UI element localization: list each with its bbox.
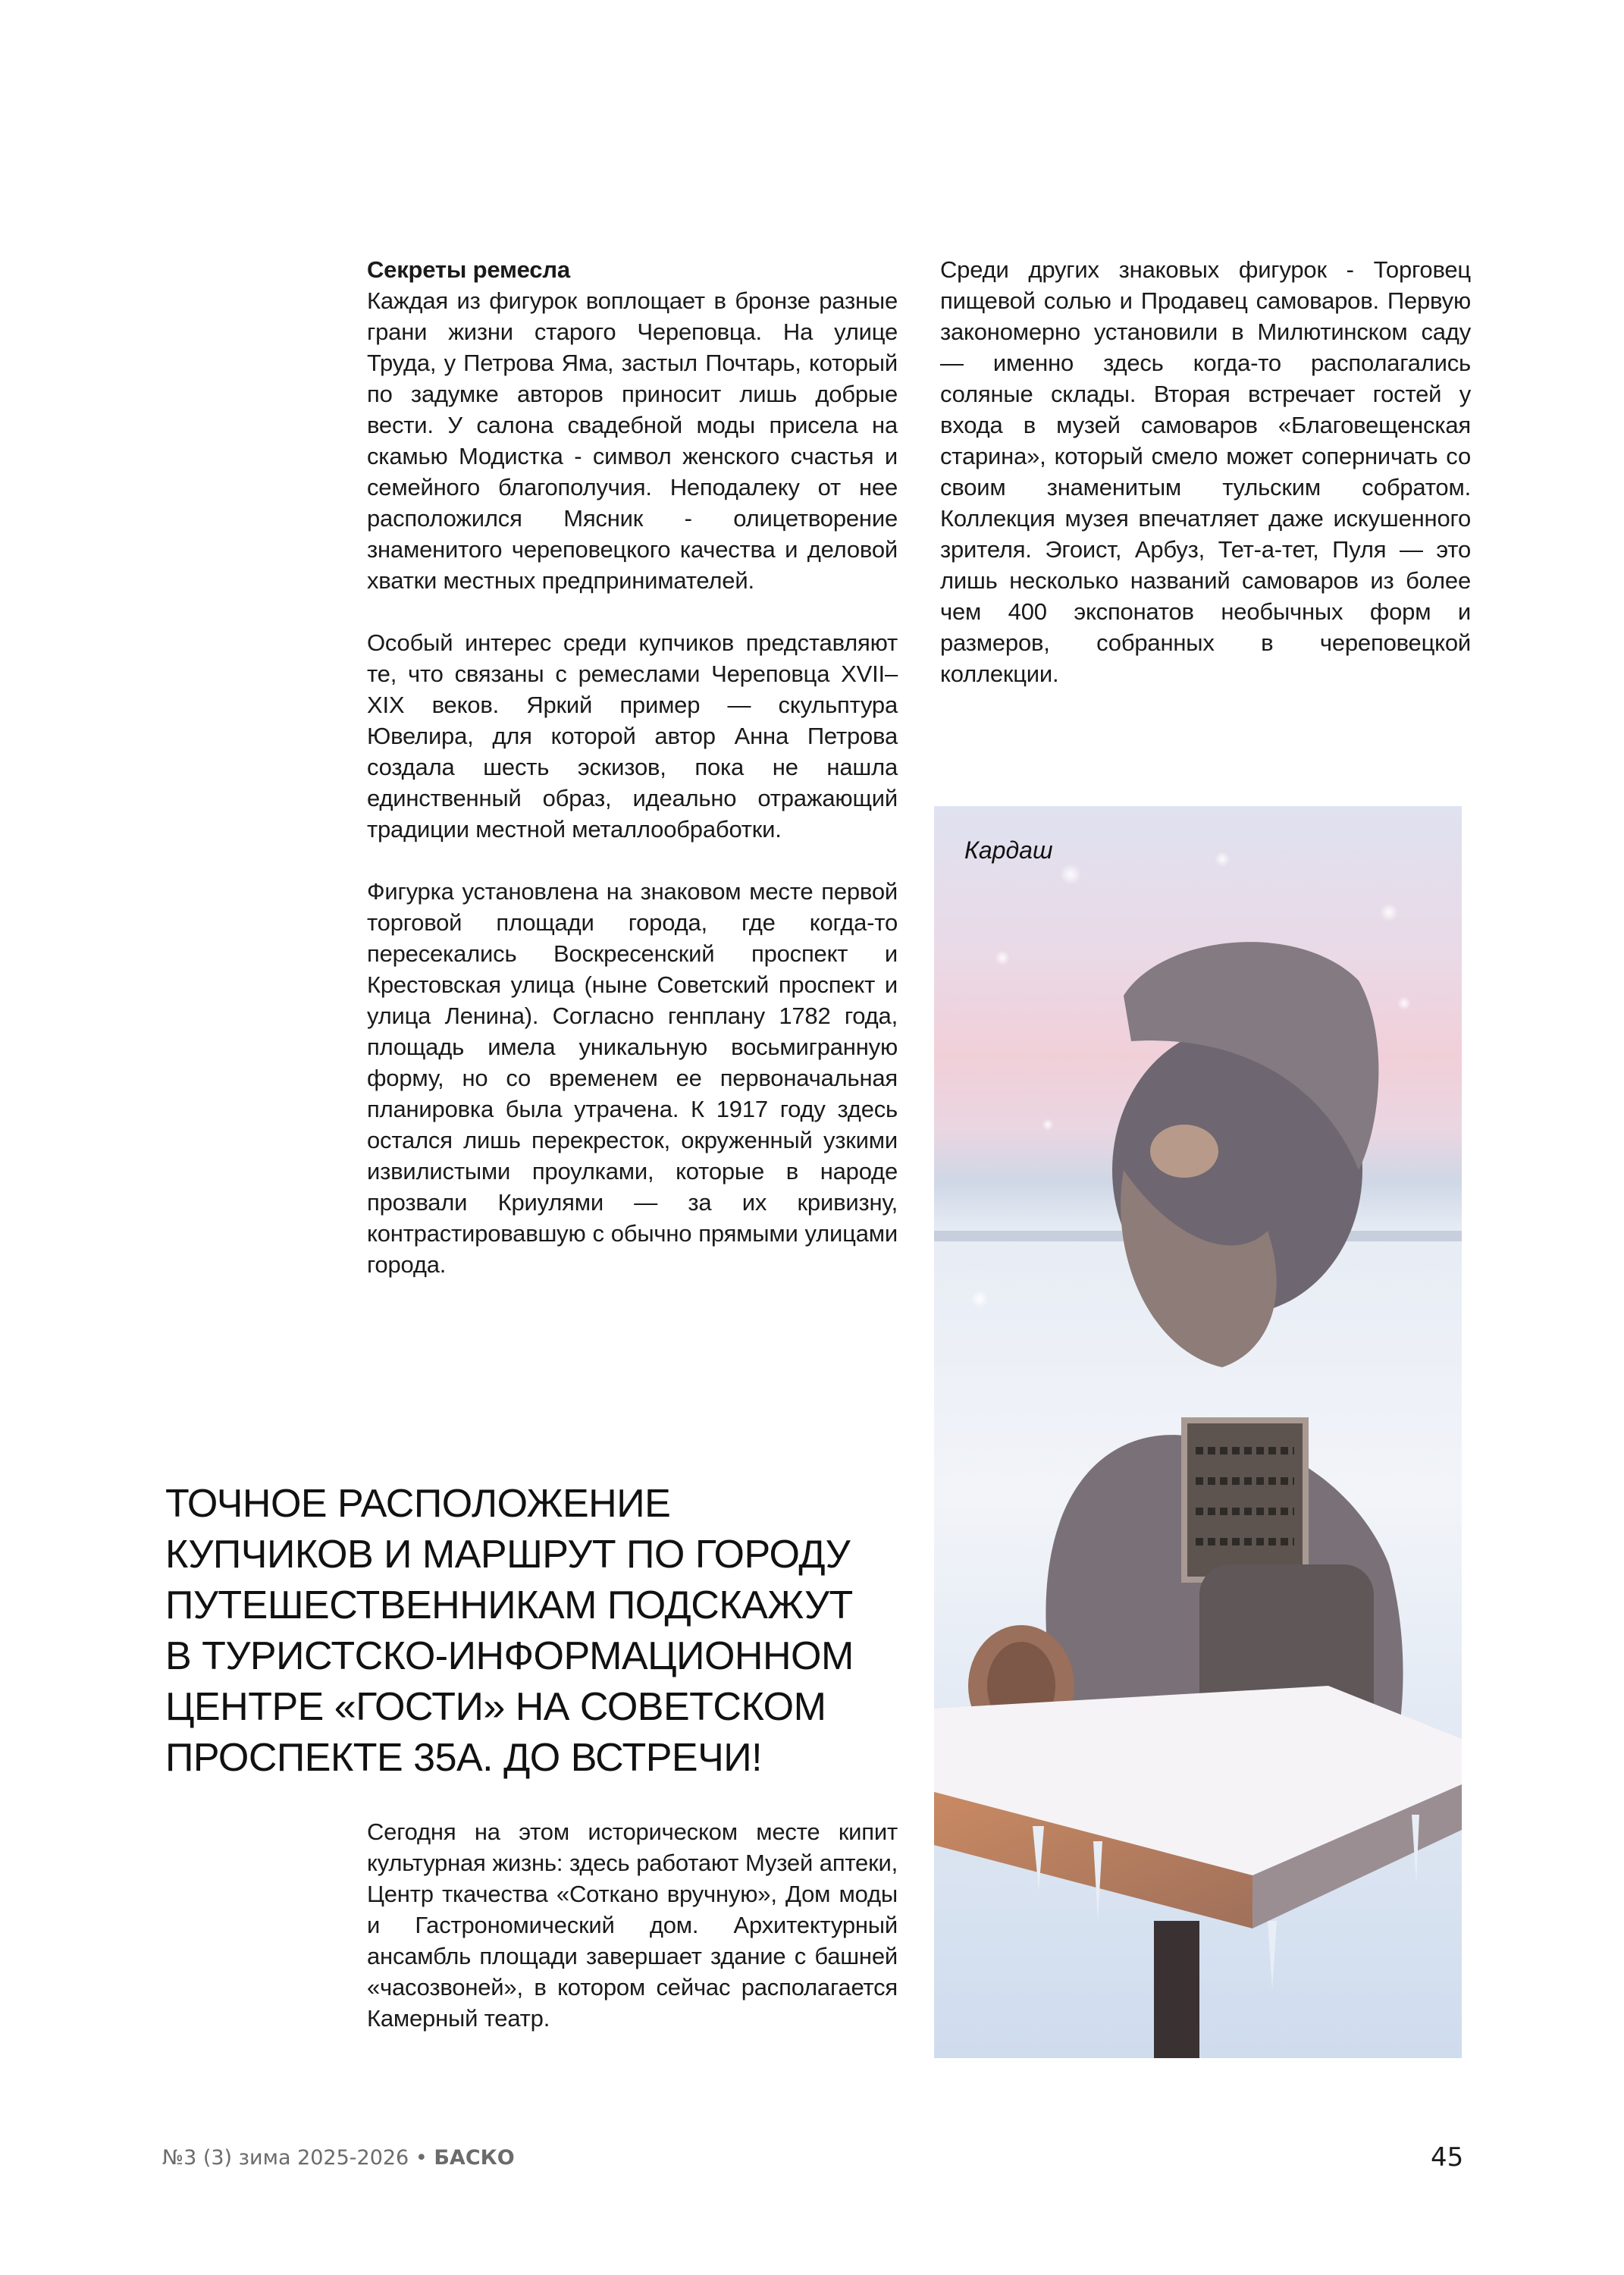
photo-caption: Кардаш xyxy=(964,836,1053,864)
paragraph-today: Сегодня на этом историческом месте кипит культурная жизнь: здесь работают Музей аптеки, Центр ткачества «Соткано вручную», Дом моды и Гастрономический дом. Архитектурный ансамбль площади завершает здание с башней «часозвоней», в котором сейчас располагается Камерный театр. xyxy=(367,1818,898,2032)
right-article-column xyxy=(940,254,1471,689)
pullquote xyxy=(165,1479,893,1784)
pullquote-line: ТОЧНОЕ РАСПОЛОЖЕНИЕ xyxy=(165,1482,671,1526)
pullquote-line: КУПЧИКОВ И МАРШРУТ ПО ГОРОДУ xyxy=(165,1533,851,1577)
footer-magazine-name: БАСКО xyxy=(434,2146,515,2170)
footer-issue-info xyxy=(162,2146,515,2170)
left-article-column xyxy=(367,254,898,1280)
pullquote-line: ПРОСПЕКТЕ 35А. ДО ВСТРЕЧИ! xyxy=(165,1736,763,1780)
pullquote-line: ЦЕНТРЕ «ГОСТИ» НА СОВЕТСКОМ xyxy=(165,1685,826,1729)
paragraph-square-history: Фигурка установлена на знаковом месте первой торговой площади города, где когда-то пересекались Воскресенский проспект и Крестовская улица (ныне Советский проспект и улица Ленина). Согласно генплану 1782 года, площадь имела уникальную восьмигранную форму, но со временем ее первоначальная планировка была утрачена. К 1917 году здесь остался лишь перекресток, окруженный узкими извилистыми проулками, которые в народе прозвали Криулями — за их кривизну, контрастировавшую с обычно прямыми улицами города. xyxy=(367,878,898,1278)
pullquote-line: ПУТЕШЕСТВЕННИКАМ ПОДСКАЖУТ xyxy=(165,1583,853,1627)
paragraph-samovars: Среди других знаковых фигурок - Торговец пищевой солью и Продавец самоваров. Первую закономерно установили в Милютинском саду — именно здесь когда-то располагались соляные склады. Вторая встречает гостей у входа в музей самоваров «Благовещенская старина», который смело может соперничать со своим знаменитым тульским собратом. Коллекция музея впечатляет даже искушенного зрителя. Эгоист, Арбуз, Тет-а-тет, Пуля — это лишь несколько названий самоваров из более чем 400 экспонатов необычных форм и размеров, собранных в череповецкой коллекции. xyxy=(940,256,1471,687)
page-number: 45 xyxy=(1431,2142,1464,2173)
figure-nose xyxy=(1150,1125,1218,1178)
footer-issue: №3 (3) зима 2025-2026 • xyxy=(162,2146,428,2170)
bottom-article-column xyxy=(367,1816,898,2034)
section-heading: Секреты ремесла xyxy=(367,256,570,283)
abacus xyxy=(1184,1420,1306,1580)
pullquote-line: В ТУРИСТСКО-ИНФОРМАЦИОННОМ xyxy=(165,1634,854,1678)
table-post xyxy=(1154,1921,1199,2058)
sculpture-photo xyxy=(934,806,1462,2058)
paragraph-figurines: Каждая из фигурок воплощает в бронзе разные грани жизни старого Череповца. На улице Труда, у Петрова Яма, застыл Почтарь, который по задумке авторов приносит лишь добрые вести. У салона свадебной моды присела на скамью Модистка - символ женского счастья и семейного благополучия. Неподалеку от нее расположился Мясник - олицетворение знаменитого череповецкого качества и деловой хватки местных предпринимателей. xyxy=(367,287,898,594)
paragraph-crafts: Особый интерес среди купчиков представляют те, что связаны с ремеслами Череповца XVII–XIX веков. Яркий пример — скульптура Ювелира, для которой автор Анна Петрова создала шесть эскизов, пока не нашла единственный образ, идеально отражающий традиции местной металлообработки. xyxy=(367,629,898,843)
sculpture-illustration xyxy=(934,806,1462,2058)
